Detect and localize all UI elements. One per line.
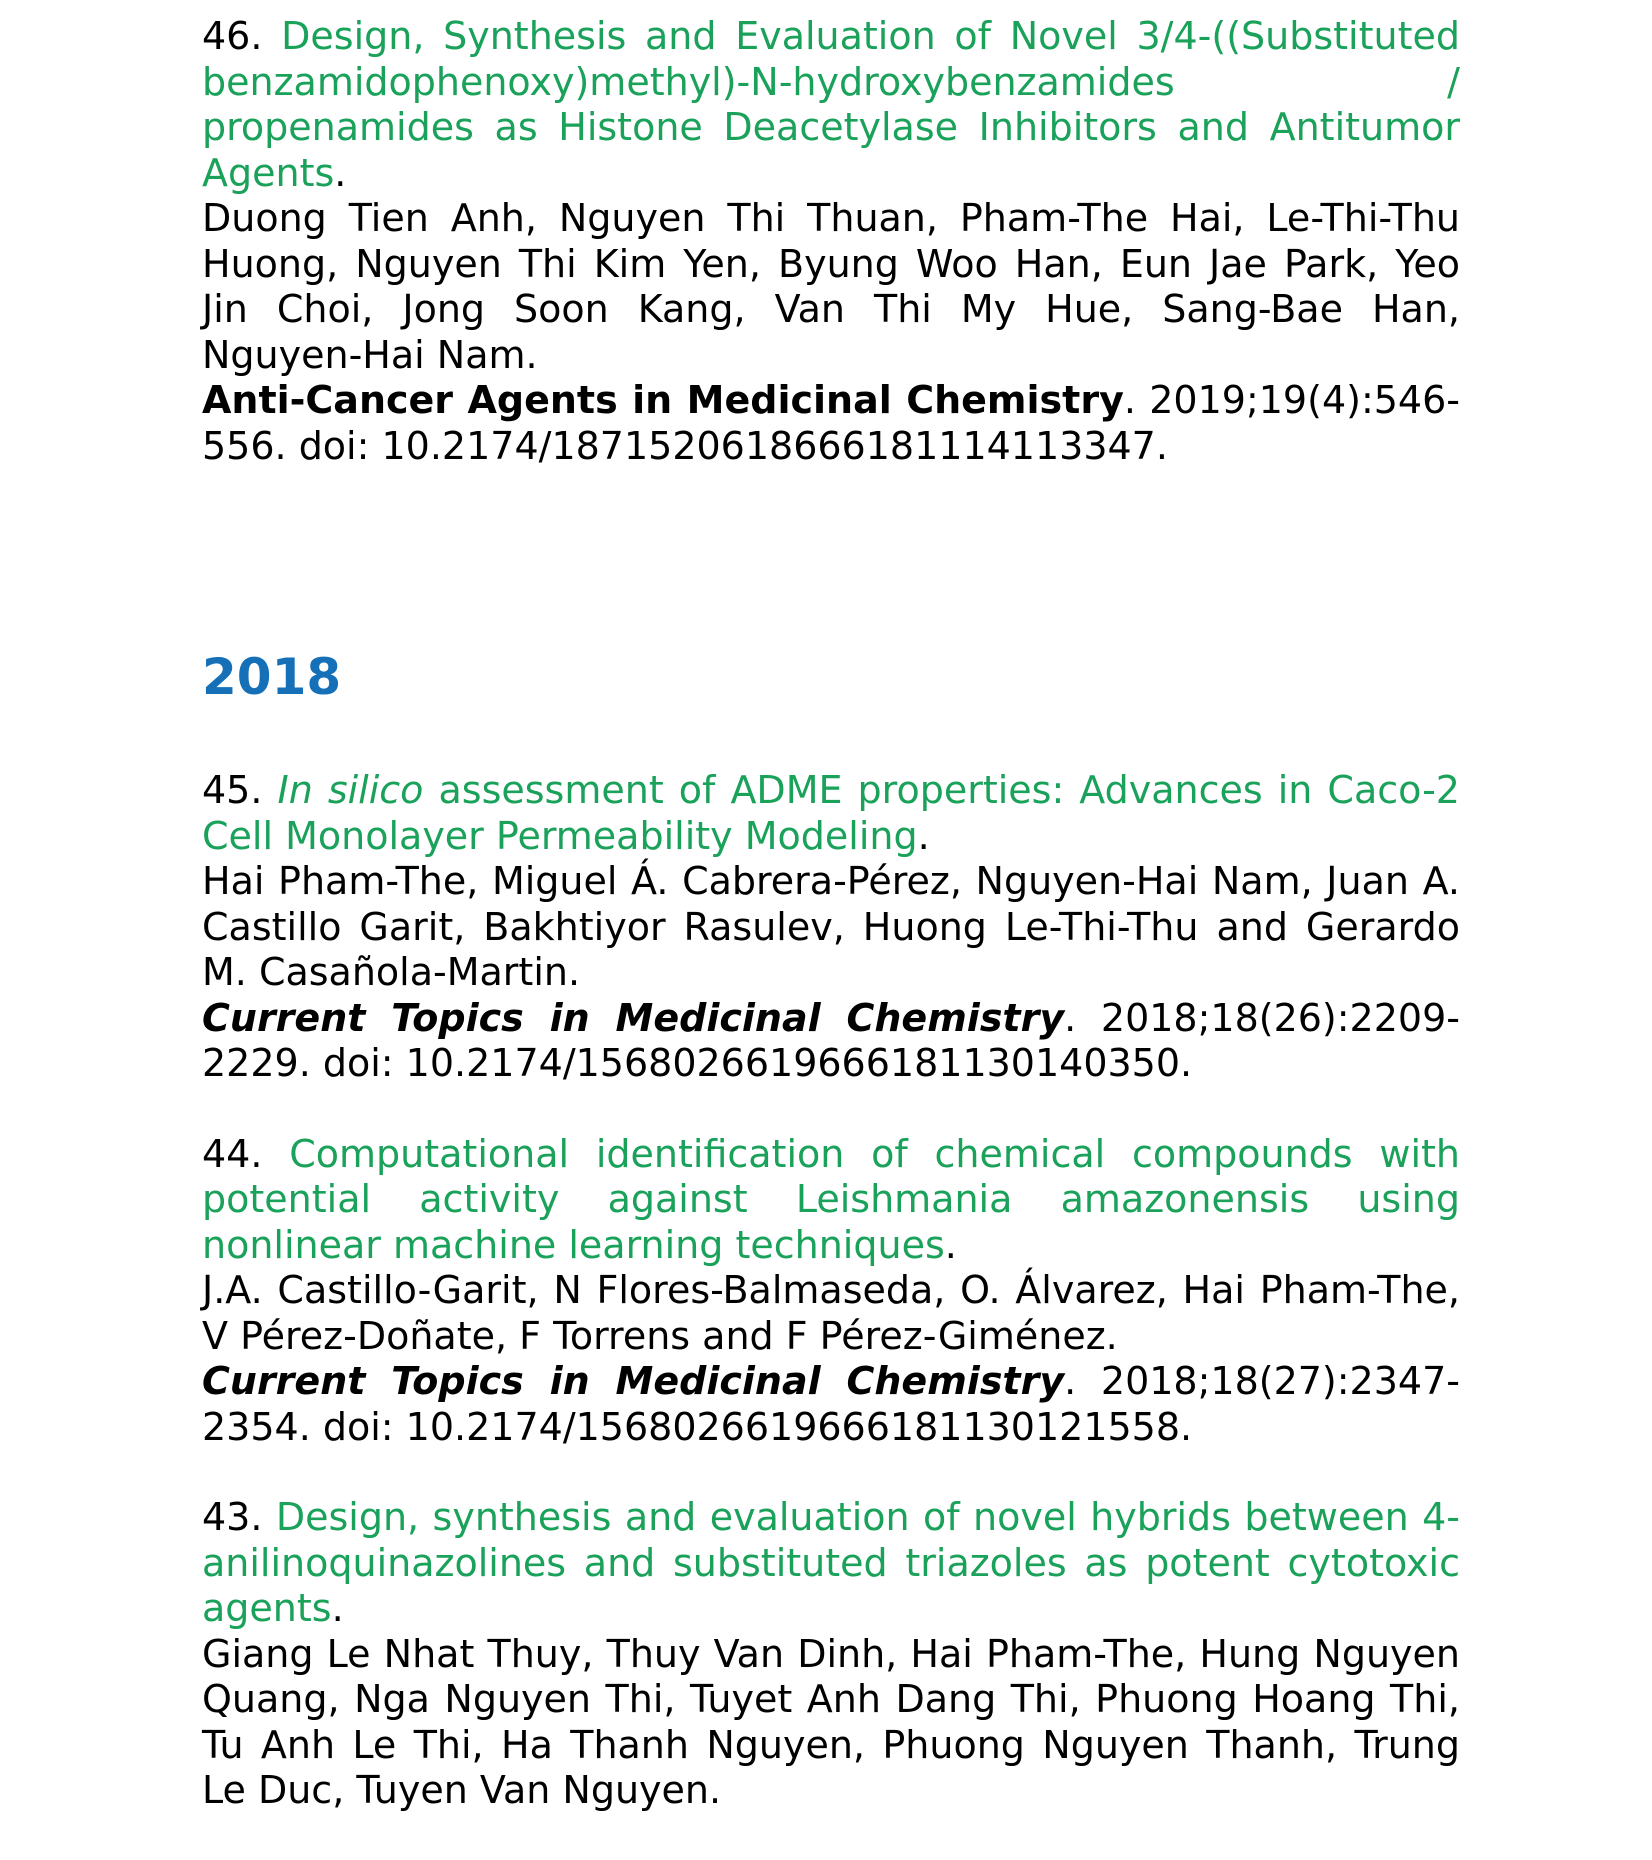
publication-title-link[interactable]: Computational identification of chemical compounds with potential activity against Leishmania amazonensis using nonlinear machine learning techniques bbox=[202, 1131, 1460, 1267]
publication-title-link[interactable] bbox=[202, 768, 1460, 858]
publication-entry-46 bbox=[202, 14, 1460, 469]
publication-title-line: 45. In silico assessment of ADME properties: Advances in Caco-2 Cell Monolayer Permeability Modeling. bbox=[202, 768, 1460, 858]
citation-details: 2018;18(27):2347-2354. doi: 10.2174/1568026619666181130121558. bbox=[202, 1359, 1460, 1449]
publication-title-line: 44. Computational identification of chemical compounds with potential activity against Leishmania amazonensis using nonlinear machine learning techniques. bbox=[202, 1131, 1460, 1267]
publication-number: 44. bbox=[202, 1131, 263, 1176]
publication-number: 46. bbox=[202, 14, 263, 58]
year-heading: 2018 bbox=[202, 648, 342, 706]
publication-authors: Giang Le Nhat Thuy, Thuy Van Dinh, Hai Pham-The, Hung Nguyen Quang, Nga Nguyen Thi, Tuyet Anh Dang Thi, Phuong Hoang Thi, Tu Anh Le Thi, Ha Thanh Nguyen, Phuong Nguyen Thanh, Trung Le Duc, Tuyen Van Nguyen. bbox=[202, 1631, 1460, 1812]
publication-title-line: 46. Design, Synthesis and Evaluation of Novel 3/4-((Substituted benzamidophenoxy)methyl)-N-hydroxybenzamides / propenamides as Histone Deacetylase Inhibitors and Antitumor Agents. bbox=[202, 14, 1460, 195]
publication-entry-45 bbox=[202, 768, 1460, 1087]
publication-title-link[interactable]: Design, synthesis and evaluation of novel hybrids between 4-anilinoquinazolines and substituted triazoles as potent cytotoxic agents bbox=[202, 1495, 1460, 1630]
journal-name: Current Topics in Medicinal Chemistry bbox=[202, 1359, 1065, 1403]
publication-citation-line: Current Topics in Medicinal Chemistry. 2018;18(26):2209-2229. doi: 10.2174/1568026619666181130140350. bbox=[202, 995, 1460, 1085]
journal-name: Current Topics in Medicinal Chemistry bbox=[202, 995, 1065, 1040]
publication-entry-43 bbox=[202, 1495, 1460, 1814]
publication-entry-44 bbox=[202, 1132, 1460, 1451]
publication-title-line: 43. Design, synthesis and evaluation of novel hybrids between 4-anilinoquinazolines and substituted triazoles as potent cytotoxic agents. bbox=[202, 1495, 1460, 1630]
publication-authors: J.A. Castillo-Garit, N Flores-Balmaseda, O. Álvarez, Hai Pham-The, V Pérez-Doñate, F Torrens and F Pérez-Giménez. bbox=[202, 1268, 1460, 1358]
citation-details: 2019;19(4):546-556. doi: 10.2174/1871520618666181114113347. bbox=[202, 378, 1460, 468]
publication-authors: Hai Pham-The, Miguel Á. Cabrera-Pérez, Nguyen-Hai Nam, Juan A. Castillo Garit, Bakhtiyor Rasulev, Huong Le-Thi-Thu and Gerardo M. Casañola-Martin. bbox=[202, 859, 1460, 994]
publication-number: 43. bbox=[202, 1495, 263, 1539]
citation-details: 2018;18(26):2209-2229. doi: 10.2174/1568026619666181130140350. bbox=[202, 995, 1460, 1085]
publication-authors: Duong Tien Anh, Nguyen Thi Thuan, Pham-The Hai, Le-Thi-Thu Huong, Nguyen Thi Kim Yen, Byung Woo Han, Eun Jae Park, Yeo Jin Choi, Jong Soon Kang, Van Thi My Hue, Sang-Bae Han, Nguyen-Hai Nam. bbox=[202, 196, 1460, 377]
publication-citation-line: Anti-Cancer Agents in Medicinal Chemistry. 2019;19(4):546-556. doi: 10.2174/1871520618666181114113347. bbox=[202, 378, 1460, 468]
publication-title-link[interactable]: Design, Synthesis and Evaluation of Novel 3/4-((Substituted benzamidophenoxy)methyl)-N-hydroxybenzamides / propenamides as Histone Deacetylase Inhibitors and Antitumor Agents bbox=[202, 14, 1460, 195]
title-italic-part: In silico bbox=[277, 768, 424, 812]
publication-list bbox=[202, 14, 1460, 1859]
publication-number: 45. bbox=[202, 768, 263, 812]
journal-name: Anti-Cancer Agents in Medicinal Chemistry bbox=[202, 378, 1124, 422]
publication-citation-line: Current Topics in Medicinal Chemistry. 2018;18(27):2347-2354. doi: 10.2174/1568026619666181130121558. bbox=[202, 1359, 1460, 1449]
title-rest: assessment of ADME properties: Advances in Caco-2 Cell Monolayer Permeability Modeling bbox=[202, 768, 1460, 858]
